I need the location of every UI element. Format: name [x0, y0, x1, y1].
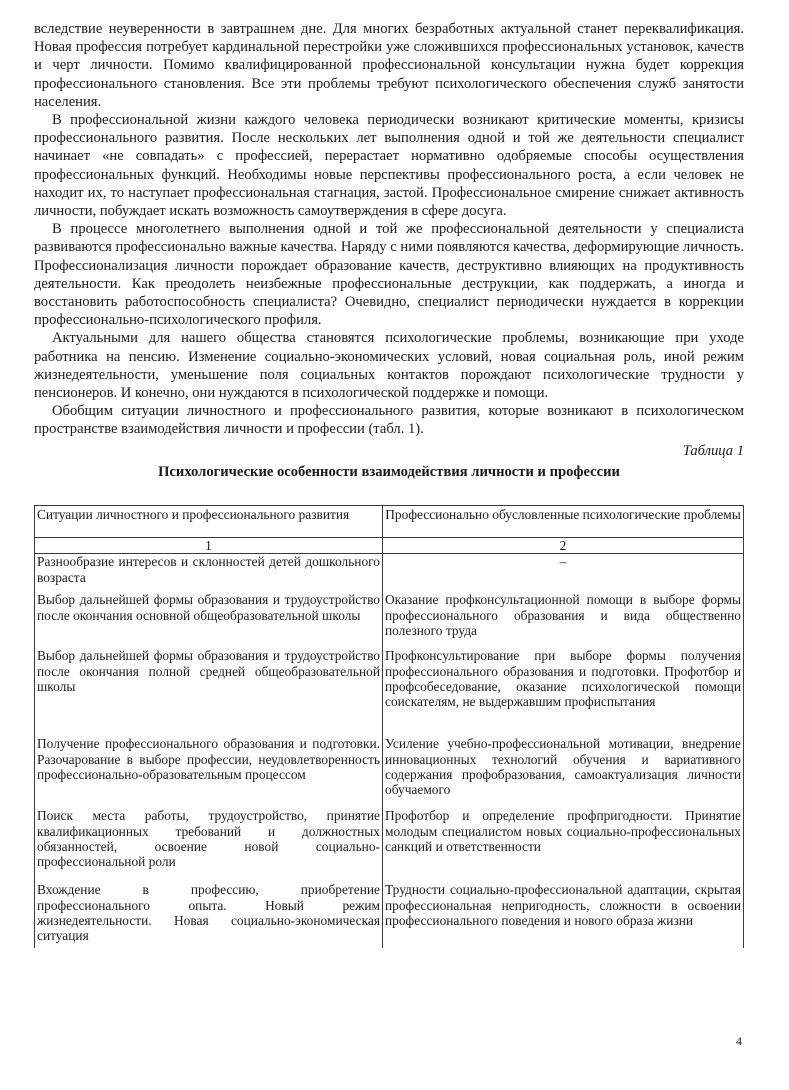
paragraph-1: вследствие неуверенности в завтрашнем дне. Для многих безработных актуальной станет переквалификация. Новая профессия потребует кардинальной перестройки уже сложившихся профессиональных установок, качеств и черт личности. Помимо квалифицированной профессиональной консультации нужна будет коррекция профессионального становления. Все эти проблемы требуют психологического обеспечения служб занятости населения. — [34, 21, 744, 110]
table-cell-situation: Разнообразие интересов и склонностей детей дошкольного возраста — [35, 554, 383, 593]
table-container — [34, 505, 744, 948]
table-cell-problem: Оказание профконсультационной помощи в выборе формы профессионального образования и вида общественно полезного труда — [383, 592, 744, 648]
table-cell-situation: Выбор дальнейшей формы образования и трудоустройство после окончания основной общеобразовательной школы — [35, 592, 383, 648]
table-cell-problem: Усиление учебно-профессиональной мотивации, внедрение инновационных технологий обучения и вариативного содержания профобразования, самоактуализация личности обучаемого — [383, 736, 744, 808]
table-cell-problem: Трудности социально-профессиональной адаптации, скрытая профессиональная непригодность, сложности в освоении профессионального поведения и нового образа жизни — [383, 882, 744, 948]
column-number-cell: 2 — [383, 538, 744, 554]
page-number: 4 — [736, 1034, 742, 1048]
table-title: Психологические особенности взаимодействия личности и профессии — [158, 463, 620, 480]
table-row — [35, 648, 744, 736]
table-row — [35, 808, 744, 882]
document-page — [34, 20, 744, 948]
table-cell-problem: – — [383, 554, 744, 593]
table-cell-problem: Профотбор и определение профпригодности. Принятие молодым специалистом новых социально-профессиональных санкций и ответственности — [383, 808, 744, 882]
table-caption: Таблица 1 — [682, 442, 744, 459]
table-row — [35, 592, 744, 648]
paragraph-3: В процессе многолетнего выполнения одной и той же профессиональной деятельности у специалиста развиваются профессионально важные качества. Наряду с ними появляются качества, деформирующие личность. Профессионализация личности порождает образование качеств, деструктивно влияющих на продуктивность деятельности. Как преодолеть неизбежные профессиональные деструкции, как поддержать, а иногда и восстановить работоспособность специалиста? Очевидно, специалист периодически нуждается в коррекции профессионально-психологического профиля. — [34, 221, 744, 329]
column-number-cell: 1 — [35, 538, 383, 554]
paragraph-5: Обобщим ситуации личностного и профессионального развития, которые возникают в психологическом пространстве взаимодействия личности и профессии (табл. 1). — [34, 403, 744, 438]
table-row — [35, 736, 744, 808]
paragraph-4: Актуальными для нашего общества становятся психологические проблемы, возникающие при уходе работника на пенсию. Изменение социально-экономических условий, новая социальная роль, иной режим жизнедеятельности, уменьшение поля социальных контактов порождают психологические трудности у пенсионеров. И конечно, они нуждаются в психологической поддержке и помощи. — [34, 330, 744, 402]
table-cell-situation: Вхождение в профессию, приобретение профессионального опыта. Новый режим жизнедеятельности. Новая социально-экономическая ситуация — [35, 882, 383, 948]
table-cell-situation: Получение профессионального образования и подготовки. Разочарование в выборе профессии, неудовлетворенность профессионально-образовательным процессом — [35, 736, 383, 808]
table-row — [35, 882, 744, 948]
table-header-cell: Профессионально обусловленные психологические проблемы — [383, 506, 744, 538]
paragraph-2: В профессиональной жизни каждого человека периодически возникают критические моменты, кризисы профессионального развития. После нескольких лет выполнения одной и той же деятельности специалист начинает «не совпадать» с профессией, перерастает нормативно одобряемые способы осуществления профессиональных функций. Необходимы новые перспективы профессионального роста, а если человек не находит их, то наступает профессиональная стагнация, застой. Профессиональное смирение снижает активность личности, побуждает искать возможность самоутверждения в сфере досуга. — [34, 112, 744, 220]
table-header-row — [35, 506, 744, 538]
table-cell-situation: Выбор дальнейшей формы образования и трудоустройство после окончания полной средней общеобразовательной школы — [35, 648, 383, 736]
table-cell-problem: Профконсультирование при выборе формы получения профессионального образования и подготовки. Профотбор и профсобеседование, оказание психологической помощи соискателям, не выдержавшим профиспытания — [383, 648, 744, 736]
table-header-cell: Ситуации личностного и профессионального развития — [35, 506, 383, 538]
table-row — [35, 554, 744, 593]
table-cell-situation: Поиск места работы, трудоустройство, принятие квалификационных требований и должностных обязанностей, освоение новой социально-профессиональной роли — [35, 808, 383, 882]
psychology-table — [34, 505, 744, 948]
column-number-row — [35, 538, 744, 554]
